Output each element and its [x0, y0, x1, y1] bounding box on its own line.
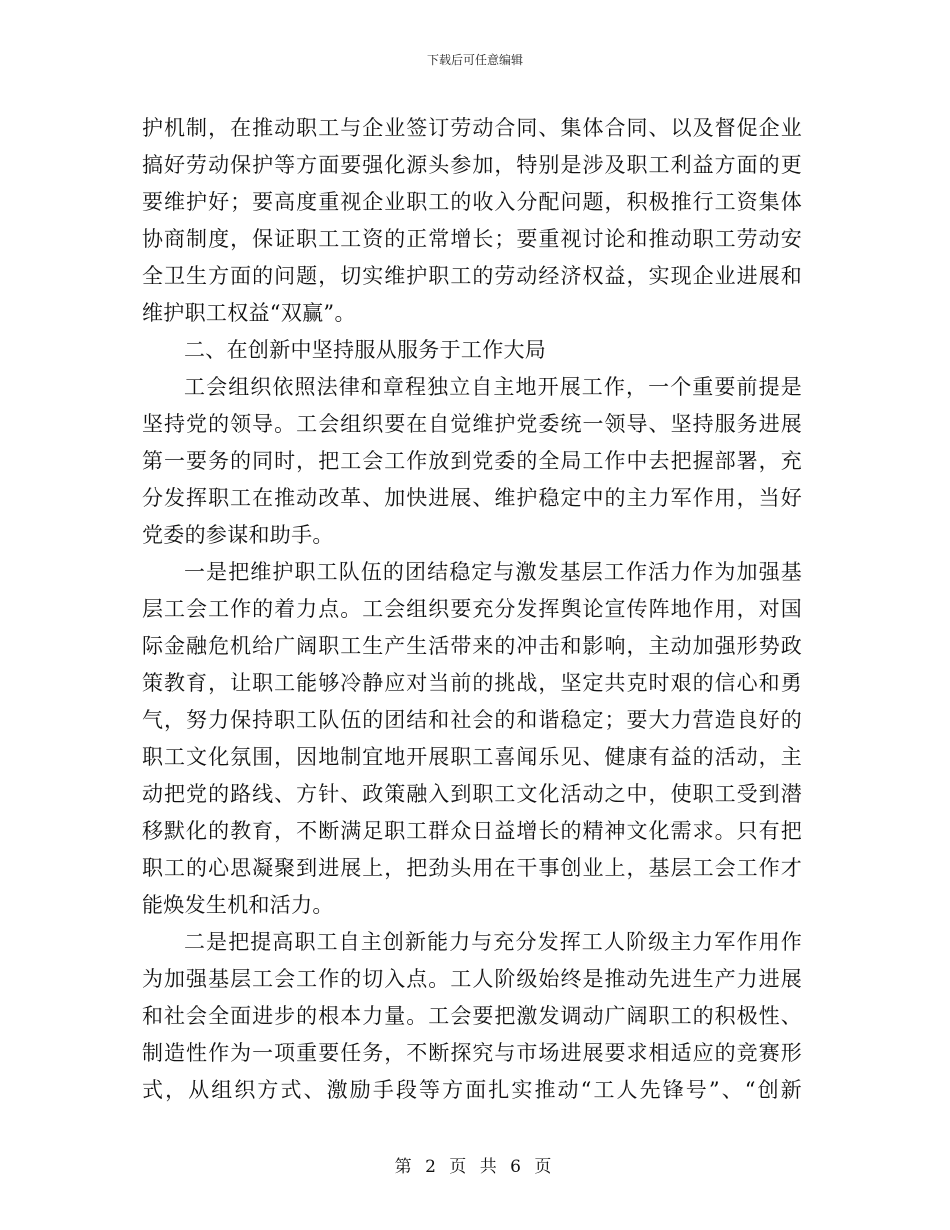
text-line: 能焕发生机和活力。: [142, 893, 334, 917]
text-line: 要维护好；要高度重视企业职工的收入分配问题，积极推行工资集体: [142, 190, 802, 214]
text-line: 职工的心思凝聚到进展上，把劲头用在干事创业上，基层工会工作才: [142, 856, 802, 880]
text-line: 为加强基层工会工作的切入点。工人阶级始终是推动先进生产力进展: [142, 967, 802, 991]
text-line: 职工文化氛围，因地制宜地开展职工喜闻乐见、健康有益的活动，主: [142, 745, 802, 769]
document-body: [142, 110, 802, 1109]
text-line: 维护职工权益“双赢”。: [142, 301, 356, 325]
text-line: 层工会工作的着力点。工会组织要充分发挥舆论宣传阵地作用，对国: [142, 597, 802, 621]
text-line: 动把党的路线、方针、政策融入到职工文化活动之中，使职工受到潜: [142, 782, 802, 806]
text-line: 党委的参谋和助手。: [142, 523, 334, 547]
text-line: 搞好劳动保护等方面要强化源头参加，特别是涉及职工利益方面的更: [142, 153, 802, 177]
text-line: 二、在创新中坚持服从服务于工作大局: [184, 338, 547, 362]
text-line: 式，从组织方式、激励手段等方面扎实推动“工人先锋号”、“创新: [142, 1078, 802, 1102]
text-line: 际金融危机给广阔职工生产生活带来的冲击和影响，主动加强形势政: [142, 634, 802, 658]
text-line: 分发挥职工在推动改革、加快进展、维护稳定中的主力军作用，当好: [142, 486, 802, 510]
text-line: 工会组织依照法律和章程独立自主地开展工作，一个重要前提是: [184, 375, 802, 399]
text-line: 护机制，在推动职工与企业签订劳动合同、集体合同、以及督促企业: [142, 116, 802, 140]
text-line: 气，努力保持职工队伍的团结和社会的和谐稳定；要大力营造良好的: [142, 708, 802, 732]
page-footer: 第 2 页 共 6 页: [394, 1157, 556, 1177]
text-line: 策教育，让职工能够冷静应对当前的挑战，坚定共克时艰的信心和勇: [142, 671, 802, 695]
text-line: 第一要务的同时，把工会工作放到党委的全局工作中去把握部署，充: [142, 449, 802, 473]
text-line: 全卫生方面的问题，切实维护职工的劳动经济权益，实现企业进展和: [142, 264, 802, 288]
text-line: 二是把提高职工自主创新能力与充分发挥工人阶级主力军作用作: [184, 930, 802, 954]
text-line: 制造性作为一项重要任务，不断探究与市场进展要求相适应的竞赛形: [142, 1041, 802, 1065]
text-line: 一是把维护职工队伍的团结稳定与激发基层工作活力作为加强基: [184, 560, 802, 584]
text-line: 和社会全面进步的根本力量。工会要把激发调动广阔职工的积极性、: [142, 1004, 802, 1028]
text-line: 坚持党的领导。工会组织要在自觉维护党委统一领导、坚持服务进展: [142, 412, 802, 436]
text-line: 协商制度，保证职工工资的正常增长；要重视讨论和推动职工劳动安: [142, 227, 802, 251]
text-line: 移默化的教育，不断满足职工群众日益增长的精神文化需求。只有把: [142, 819, 802, 843]
page-header: 下载后可任意编辑: [426, 53, 523, 67]
